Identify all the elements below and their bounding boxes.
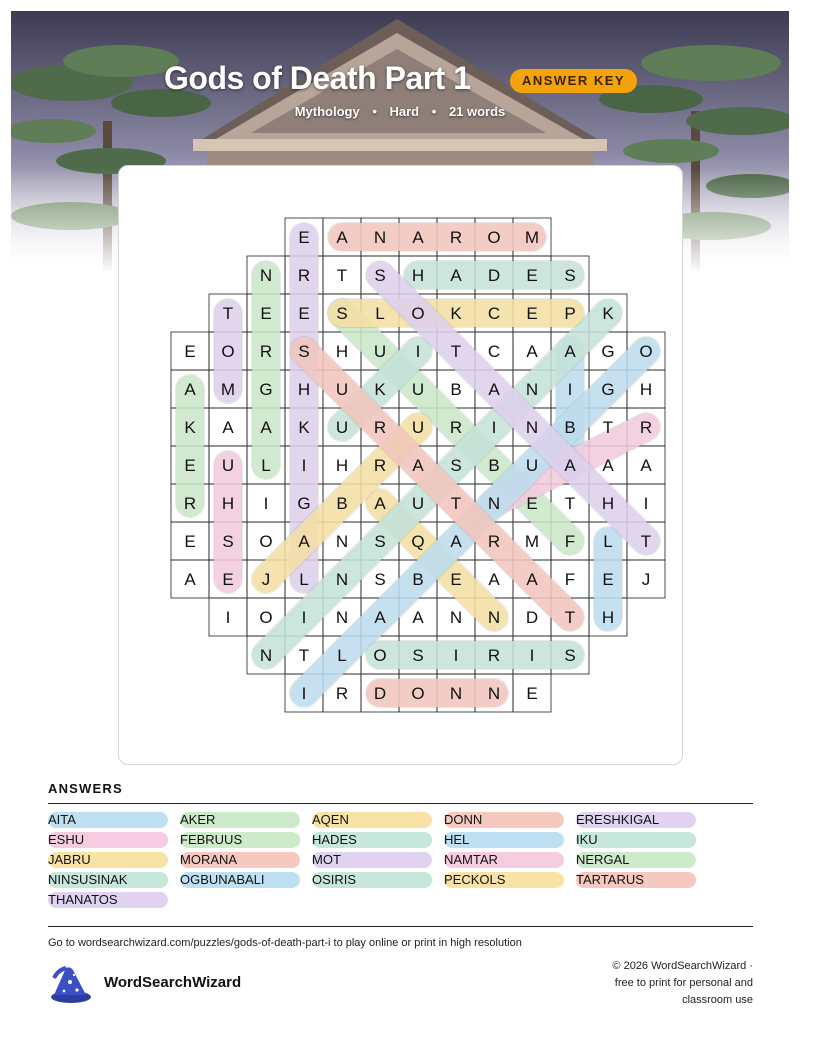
grid-letter: R xyxy=(335,684,349,703)
grid-letter: K xyxy=(450,304,462,323)
grid-letter: H xyxy=(221,494,235,513)
grid-letter: G xyxy=(297,494,311,513)
grid-letter: J xyxy=(261,570,271,589)
grid-letter: S xyxy=(222,532,234,551)
grid-letter: A xyxy=(526,342,538,361)
wizard-hat-icon xyxy=(46,964,92,1004)
grid-letter: K xyxy=(602,304,614,323)
grid-letter: S xyxy=(336,304,348,323)
grid-letter: C xyxy=(487,304,501,323)
grid-letter: O xyxy=(259,532,273,551)
grid-letter: E xyxy=(298,228,310,247)
difficulty-label: Hard xyxy=(389,104,420,119)
grid-letter: Q xyxy=(411,532,425,551)
grid-letter: B xyxy=(564,418,576,437)
grid-letter: L xyxy=(261,456,271,475)
grid-letter: A xyxy=(640,456,652,475)
grid-letter: E xyxy=(450,570,462,589)
grid-letter: H xyxy=(411,266,425,285)
grid-letter: A xyxy=(526,570,538,589)
grid-letter: B xyxy=(488,456,500,475)
grid-letter: I xyxy=(301,608,307,627)
meta-separator: • xyxy=(372,104,377,119)
grid-letter: R xyxy=(373,456,387,475)
grid-letter: E xyxy=(222,570,234,589)
grid-letter: I xyxy=(567,380,573,399)
grid-letter: B xyxy=(450,380,462,399)
answer-item: AKER xyxy=(180,812,300,828)
grid-letter: N xyxy=(525,418,539,437)
grid-letter: N xyxy=(449,608,463,627)
puzzle-card xyxy=(118,165,683,765)
grid-letter: T xyxy=(564,608,576,627)
grid-letter: M xyxy=(220,380,236,399)
answer-item: AQEN xyxy=(312,812,432,828)
grid-letter: N xyxy=(335,570,349,589)
grid-letter: A xyxy=(222,418,234,437)
grid-letter: E xyxy=(184,342,196,361)
copyright-line: free to print for personal and xyxy=(614,977,753,989)
answers-heading: ANSWERS xyxy=(48,781,123,796)
grid-letter: N xyxy=(335,608,349,627)
grid-letter: U xyxy=(335,380,349,399)
grid-letter: S xyxy=(374,570,386,589)
grid-letter: U xyxy=(335,418,349,437)
grid-letter: H xyxy=(639,380,653,399)
grid-letter: O xyxy=(411,684,425,703)
answer-item: OGBUNABALI xyxy=(180,872,300,888)
grid-letter: O xyxy=(259,608,273,627)
grid-letter: F xyxy=(564,570,576,589)
grid-letter: I xyxy=(643,494,649,513)
copyright xyxy=(583,958,753,1009)
grid-letter: A xyxy=(564,342,576,361)
grid-letter: K xyxy=(298,418,310,437)
grid-letter: N xyxy=(373,228,387,247)
title-row xyxy=(0,60,800,100)
answer-item: MORANA xyxy=(180,852,300,868)
grid-letter: N xyxy=(449,684,463,703)
answer-item: TARTARUS xyxy=(576,872,696,888)
grid-letter: T xyxy=(450,342,462,361)
grid-letter: S xyxy=(374,532,386,551)
grid-letter: N xyxy=(487,494,501,513)
grid-letter: D xyxy=(525,608,539,627)
grid-letter: G xyxy=(601,342,615,361)
grid-letter: R xyxy=(639,418,653,437)
grid-letter: K xyxy=(374,380,386,399)
grid-letter: I xyxy=(263,494,269,513)
copyright-line: classroom use xyxy=(682,994,753,1006)
grid-letter: R xyxy=(259,342,273,361)
grid-letter: A xyxy=(374,494,386,513)
grid-letter: D xyxy=(487,266,501,285)
answer-item: DONN xyxy=(444,812,564,828)
page-title: Gods of Death Part 1 xyxy=(164,60,471,96)
grid-letter: H xyxy=(601,494,615,513)
grid-letter: N xyxy=(525,380,539,399)
grid-letter: A xyxy=(412,456,424,475)
grid-letter: A xyxy=(564,456,576,475)
grid-letter: A xyxy=(450,532,462,551)
grid-letter: A xyxy=(412,608,424,627)
grid-letter: E xyxy=(184,532,196,551)
grid-letter: I xyxy=(453,646,459,665)
grid-letter: E xyxy=(526,304,538,323)
grid-letter: R xyxy=(373,418,387,437)
grid-letter: T xyxy=(298,646,310,665)
grid-letter: T xyxy=(640,532,652,551)
grid-letter: S xyxy=(450,456,462,475)
grid-letter: U xyxy=(525,456,539,475)
answer-item: PECKOLS xyxy=(444,872,564,888)
grid-letter: U xyxy=(221,456,235,475)
divider xyxy=(48,803,753,804)
answer-key-badge: ANSWER KEY xyxy=(510,69,637,93)
answer-item: NINSUSINAK xyxy=(48,872,168,888)
grid-letter: A xyxy=(374,608,386,627)
grid-letter: E xyxy=(602,570,614,589)
grid-letter: A xyxy=(260,418,272,437)
grid-letter: L xyxy=(603,532,613,551)
grid-letter: O xyxy=(411,304,425,323)
meta-separator: • xyxy=(431,104,437,119)
grid-letter: A xyxy=(450,266,462,285)
grid-letter: L xyxy=(375,304,385,323)
grid-letter: E xyxy=(298,304,310,323)
answer-item: ERESHKIGAL xyxy=(576,812,696,828)
grid-letter: B xyxy=(412,570,424,589)
grid-letter: N xyxy=(487,608,501,627)
grid-letter: E xyxy=(184,456,196,475)
grid-letter: K xyxy=(184,418,196,437)
grid-letter: H xyxy=(297,380,311,399)
grid-letter: A xyxy=(488,380,500,399)
grid-letter: H xyxy=(335,342,349,361)
grid-letter: B xyxy=(336,494,348,513)
grid-letter: N xyxy=(259,646,273,665)
grid-letter: I xyxy=(225,608,231,627)
grid-letter: T xyxy=(222,304,234,323)
answer-item: AITA xyxy=(48,812,168,828)
answer-item: NERGAL xyxy=(576,852,696,868)
grid-letter: A xyxy=(336,228,348,247)
grid-letter: N xyxy=(335,532,349,551)
grid-letter: U xyxy=(411,494,425,513)
grid-letter: M xyxy=(524,228,540,247)
answer-item: OSIRIS xyxy=(312,872,432,888)
grid-letter: H xyxy=(335,456,349,475)
category-label: Mythology xyxy=(294,104,360,119)
grid-letter: P xyxy=(564,304,576,323)
grid-letter: I xyxy=(529,646,535,665)
puzzle-meta xyxy=(0,104,800,119)
divider xyxy=(48,926,753,927)
grid-letter: O xyxy=(487,228,501,247)
grid-letter: S xyxy=(412,646,424,665)
grid-letter: O xyxy=(639,342,653,361)
answer-item: THANATOS xyxy=(48,892,168,908)
grid-letter: F xyxy=(564,532,576,551)
grid-letter: S xyxy=(564,646,576,665)
grid-letter: N xyxy=(487,684,501,703)
grid-letter: U xyxy=(411,418,425,437)
grid-letter: E xyxy=(526,494,538,513)
grid-letter: M xyxy=(524,532,540,551)
grid-letter: O xyxy=(221,342,235,361)
answer-item: MOT xyxy=(312,852,432,868)
grid-letter: R xyxy=(449,418,463,437)
grid-letter: U xyxy=(411,380,425,399)
word-count-label: 21 words xyxy=(448,104,506,119)
grid-letter: U xyxy=(373,342,387,361)
grid-letter: L xyxy=(337,646,347,665)
grid-letter: S xyxy=(374,266,386,285)
grid-letter: R xyxy=(297,266,311,285)
grid-letter: T xyxy=(336,266,348,285)
grid-letter: D xyxy=(373,684,387,703)
grid-letter: T xyxy=(450,494,462,513)
grid-letter: A xyxy=(412,228,424,247)
grid-letter: R xyxy=(449,228,463,247)
grid-letter: H xyxy=(601,608,615,627)
answer-item: ESHU xyxy=(48,832,168,848)
brand-name: WordSearchWizard xyxy=(104,974,242,991)
grid-letter: A xyxy=(602,456,614,475)
answer-item: FEBRUUS xyxy=(180,832,300,848)
grid-letter: S xyxy=(564,266,576,285)
grid-letter: N xyxy=(259,266,273,285)
answer-item: HADES xyxy=(312,832,432,848)
grid-letter: L xyxy=(299,570,309,589)
grid-letter: T xyxy=(564,494,576,513)
grid-letter: J xyxy=(641,570,651,589)
grid-letter: C xyxy=(487,342,501,361)
answer-item: NAMTAR xyxy=(444,852,564,868)
grid-letter: R xyxy=(487,646,501,665)
word-search-grid xyxy=(119,166,684,766)
grid-letter: E xyxy=(526,684,538,703)
grid-letter: S xyxy=(298,342,310,361)
answer-item: JABRU xyxy=(48,852,168,868)
footer-link[interactable]: Go to wordsearchwizard.com/puzzles/gods-of-death-part-i to play online or print in high resolution xyxy=(48,937,522,949)
grid-letter: I xyxy=(491,418,497,437)
grid-letter: G xyxy=(601,380,615,399)
grid-letter: R xyxy=(183,494,197,513)
answer-item: IKU xyxy=(576,832,696,848)
grid-letter: R xyxy=(487,532,501,551)
grid-letter: O xyxy=(373,646,387,665)
grid-letter: A xyxy=(184,570,196,589)
grid-letter: A xyxy=(488,570,500,589)
grid-letter: I xyxy=(301,684,307,703)
grid-letter: A xyxy=(298,532,310,551)
grid-letter: I xyxy=(301,456,307,475)
grid-letter: T xyxy=(602,418,614,437)
grid-letter: A xyxy=(184,380,196,399)
wizard-hat-logo xyxy=(46,964,92,1004)
grid-letter: E xyxy=(260,304,272,323)
grid-letter: G xyxy=(259,380,273,399)
answer-item: HEL xyxy=(444,832,564,848)
grid-letter: E xyxy=(526,266,538,285)
copyright-line: © 2026 WordSearchWizard · xyxy=(612,960,753,972)
grid-letter: I xyxy=(415,342,421,361)
